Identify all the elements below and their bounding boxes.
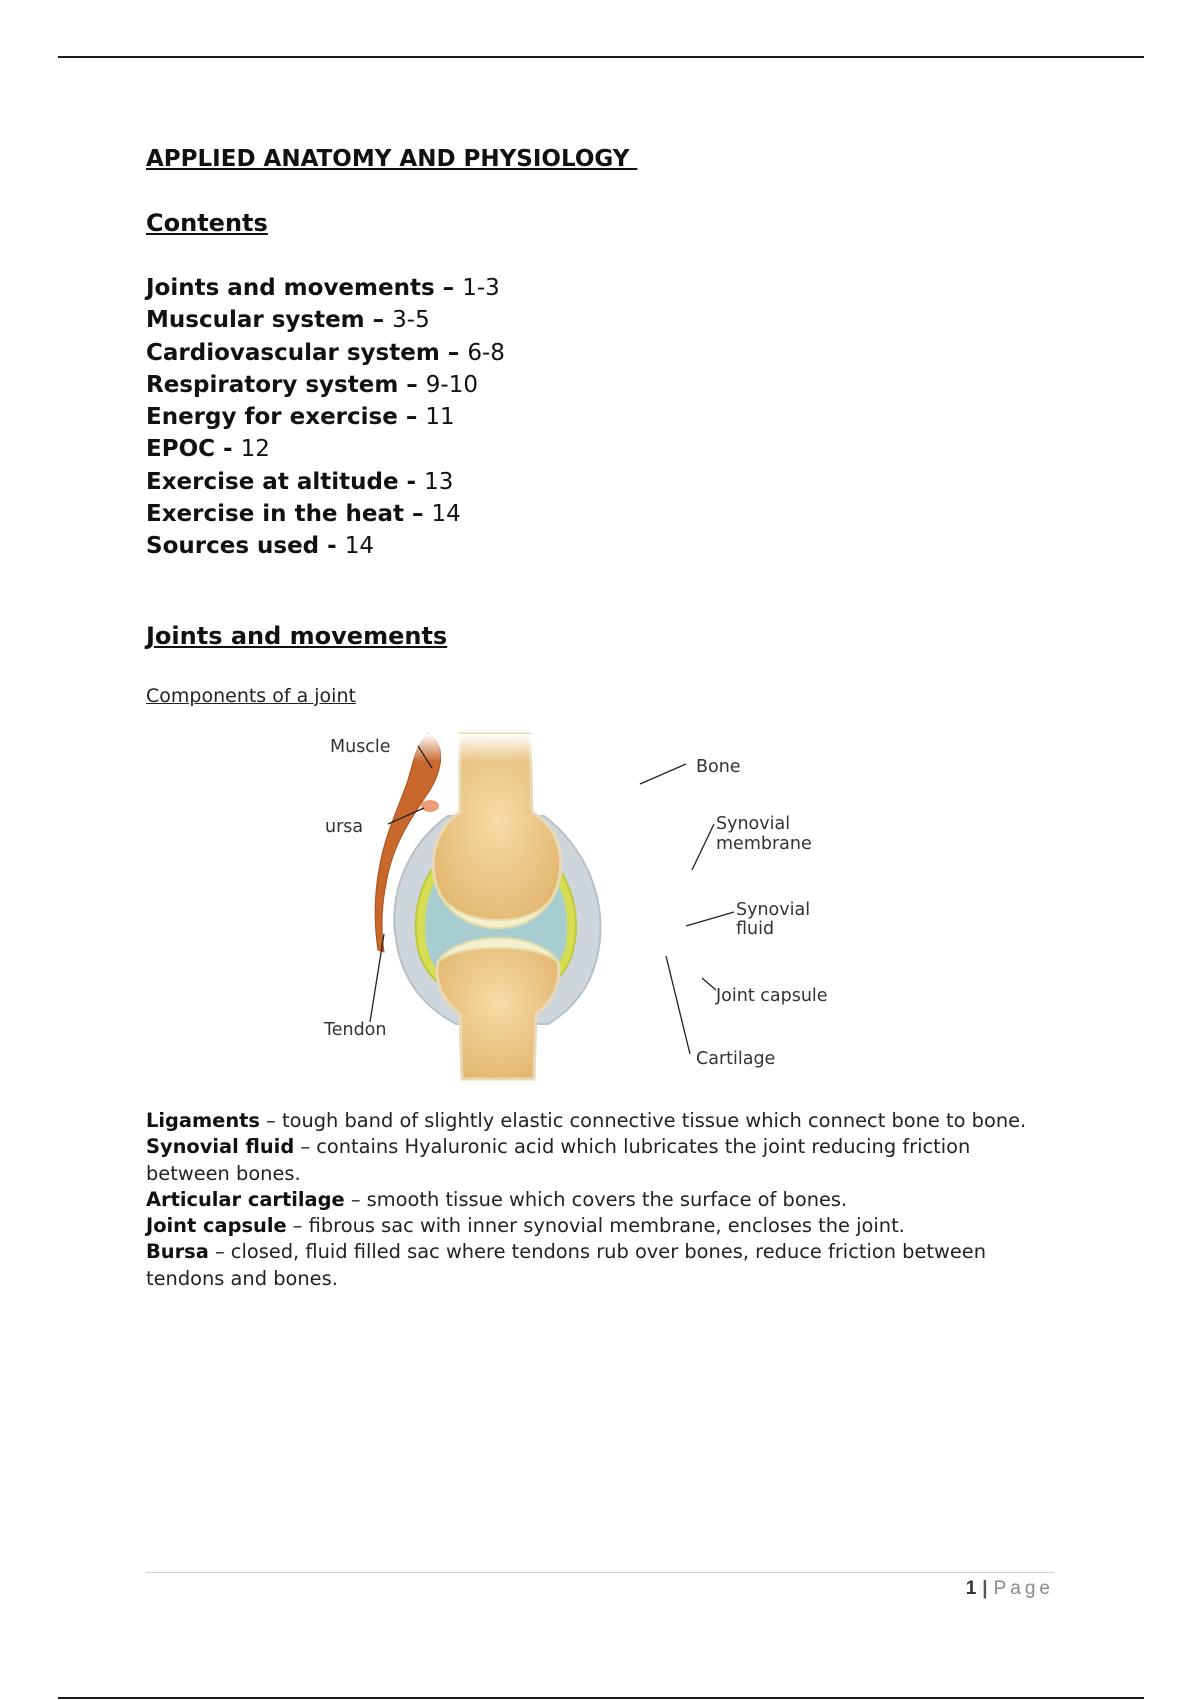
toc-item[interactable]: Cardiovascular system – 6-8	[146, 339, 505, 366]
toc-item[interactable]: Sources used - 14	[146, 533, 374, 560]
bursa-label: ursa	[325, 817, 364, 837]
definition-item: Articular cartilage – smooth tissue which covers the surface of bones.	[146, 1187, 848, 1211]
upper-bone-shape	[433, 734, 560, 926]
bone-leader	[640, 764, 686, 784]
footer-rule	[146, 1572, 1054, 1573]
synovial-fluid-label-line1: Synovial	[736, 900, 811, 920]
lower-bone-shape	[437, 940, 559, 1079]
tendon-label: Tendon	[324, 1020, 387, 1040]
bottom-rule	[58, 1697, 1144, 1699]
contents-heading: Contents	[146, 209, 268, 237]
definition-item: Ligaments – tough band of slightly elastic connective tissue which connect bone to bone.	[146, 1109, 1027, 1132]
section-subheading: Components of a joint	[146, 685, 356, 707]
definition-item: Joint capsule – fibrous sac with inner synovial membrane, encloses the joint.	[146, 1214, 905, 1238]
tendon-leader	[370, 934, 384, 1022]
synovial-membrane-leader	[692, 824, 714, 870]
page-word: Page	[993, 1578, 1054, 1599]
bursa-shape	[421, 800, 439, 812]
top-rule	[58, 56, 1144, 58]
toc-item[interactable]: Joints and movements – 1-3	[146, 275, 500, 301]
joint-illustration	[324, 734, 870, 1079]
toc-item[interactable]: Muscular system – 3-5	[146, 307, 430, 334]
definition-item: Synovial fluid – contains Hyaluronic acid which lubricates the joint reducing friction between bones.	[146, 1135, 971, 1185]
page-separator: |	[982, 1578, 988, 1599]
synovial-membrane-label-line2: membrane	[716, 834, 812, 854]
toc-item[interactable]: Exercise at altitude - 13	[146, 468, 454, 495]
toc-item[interactable]: Exercise in the heat – 14	[146, 501, 461, 528]
muscle-label: Muscle	[330, 737, 391, 757]
toc-item[interactable]: EPOC - 12	[146, 436, 270, 463]
toc-item[interactable]: Energy for exercise – 11	[146, 404, 455, 431]
page-footer	[966, 1578, 1054, 1600]
joint-capsule-leader	[702, 978, 716, 990]
cartilage-label: Cartilage	[696, 1049, 776, 1069]
synovial-fluid-leader	[686, 912, 734, 926]
document-title: APPLIED ANATOMY AND PHYSIOLOGY	[146, 146, 638, 172]
joint-diagram	[324, 734, 870, 1079]
synovial-membrane-label-line1: Synovial	[716, 814, 791, 834]
section-heading: Joints and movements	[146, 622, 448, 650]
synovial-fluid-label-line2: fluid	[736, 919, 775, 939]
definition-item: Bursa – closed, fluid filled sac where tendons rub over bones, reduce friction between tendons and bones.	[146, 1240, 987, 1290]
joint-capsule-label: Joint capsule	[716, 986, 828, 1006]
definitions	[146, 1108, 1046, 1292]
cartilage-leader	[666, 956, 690, 1054]
table-of-contents	[146, 272, 505, 563]
page-number: 1	[965, 1578, 977, 1599]
bone-label: Bone	[696, 757, 741, 777]
toc-item[interactable]: Respiratory system – 9-10	[146, 371, 478, 398]
